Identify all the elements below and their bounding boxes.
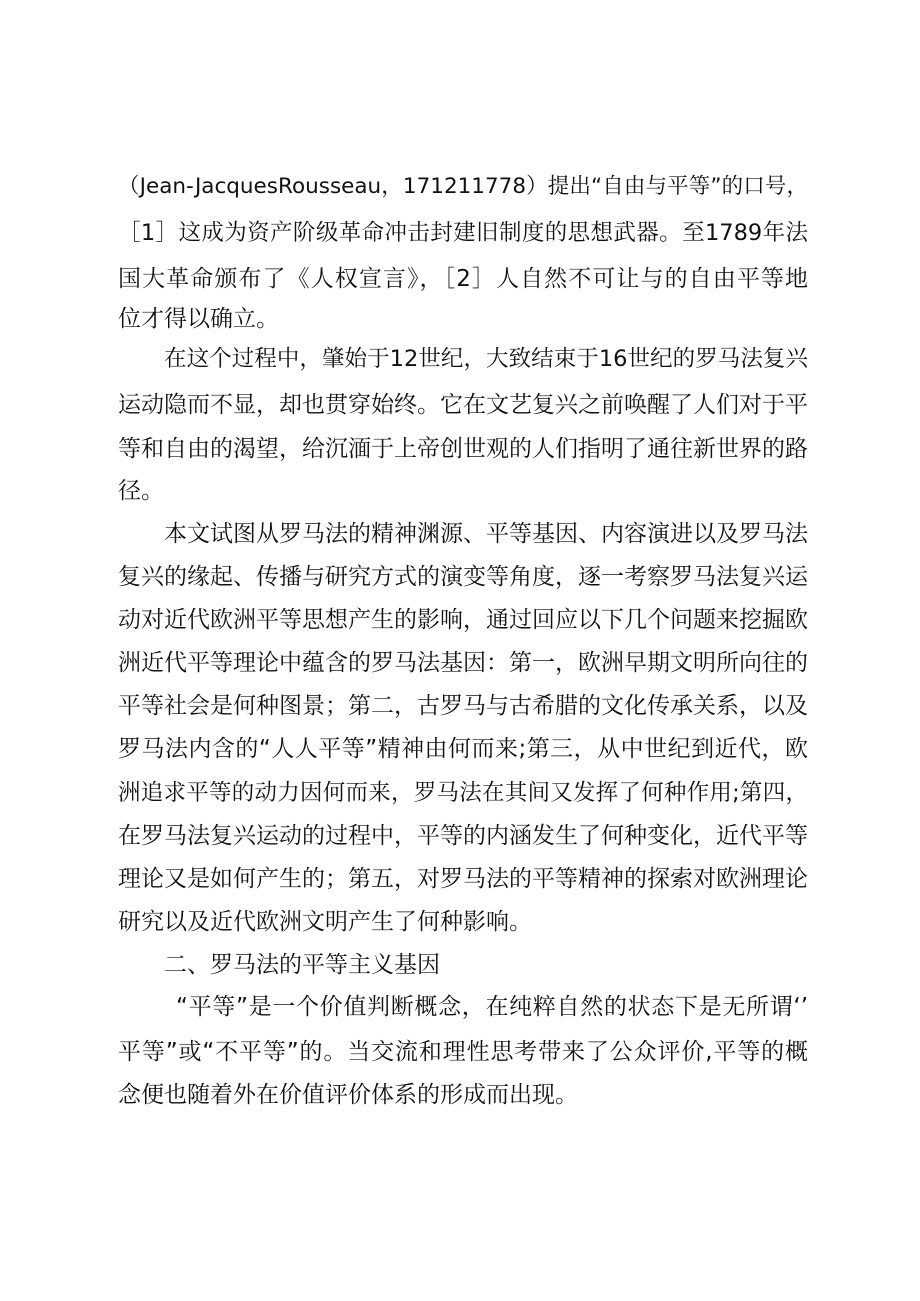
paragraph-line: 理论又是如何产生的；第五，对罗马法的平等精神的探索对欧洲理论 bbox=[118, 866, 808, 892]
paragraph-line: 等和自由的渴望，给沉湎于上帝创世观的人们指明了通往新世界的路 bbox=[118, 436, 808, 462]
paragraph-line: 本文试图从罗马法的精神渊源、平等基因、内容演进以及罗马法 bbox=[164, 521, 808, 547]
paragraph-line: 洲近代平等理论中蕴含的罗马法基因：第一，欧洲早期文明所向往的 bbox=[118, 650, 808, 676]
paragraph-line: 平等”或“不平等”的。当交流和理性思考带来了公众评价,平等的概 bbox=[118, 1039, 808, 1065]
paragraph-line: 国大革命颁布了《人权宣言》，［2］人自然不可让与的自由平等地 bbox=[118, 266, 808, 292]
paragraph-line: 罗马法内含的“人人平等”精神由何而来;第三，从中世纪到近代，欧 bbox=[118, 736, 808, 762]
paragraph-line: 平等社会是何种图景；第二，古罗马与古希腊的文化传承关系，以及 bbox=[118, 693, 808, 719]
paragraph-line: 研究以及近代欧洲文明产生了何种影响。 bbox=[118, 909, 532, 935]
paragraph-line: 念便也随着外在价值评价体系的形成而出现。 bbox=[118, 1082, 578, 1108]
paragraph-line: 在这个过程中，肇始于12世纪，大致结束于16世纪的罗马法复兴 bbox=[164, 346, 808, 372]
paragraph-line: 在罗马法复兴运动的过程中，平等的内涵发生了何种变化，近代平等 bbox=[118, 823, 808, 849]
paragraph-line: “平等”是一个价值判断概念，在纯粹自然的状态下是无所谓‘’ bbox=[176, 994, 808, 1020]
section-heading: 二、罗马法的平等主义基因 bbox=[164, 952, 440, 978]
paragraph-line: ［1］这成为资产阶级革命冲击封建旧制度的思想武器。至1789年法 bbox=[118, 220, 808, 246]
paragraph-line: 运动隐而不显，却也贯穿始终。它在文艺复兴之前唤醒了人们对于平 bbox=[118, 392, 808, 418]
paragraph-line: 复兴的缘起、传播与研究方式的演变等角度，逐一考察罗马法复兴运 bbox=[118, 564, 808, 590]
paragraph-line: （Jean-JacquesRousseau，171211778）提出“自由与平等”的口号， bbox=[118, 174, 808, 199]
paragraph-line: 动对近代欧洲平等思想产生的影响，通过回应以下几个问题来挖掘欧 bbox=[118, 607, 808, 633]
paragraph-line: 位才得以确立。 bbox=[118, 306, 279, 332]
paragraph-line: 洲追求平等的动力因何而来，罗马法在其间又发挥了何种作用;第四， bbox=[118, 780, 808, 806]
paragraph-line: 径。 bbox=[118, 478, 164, 504]
